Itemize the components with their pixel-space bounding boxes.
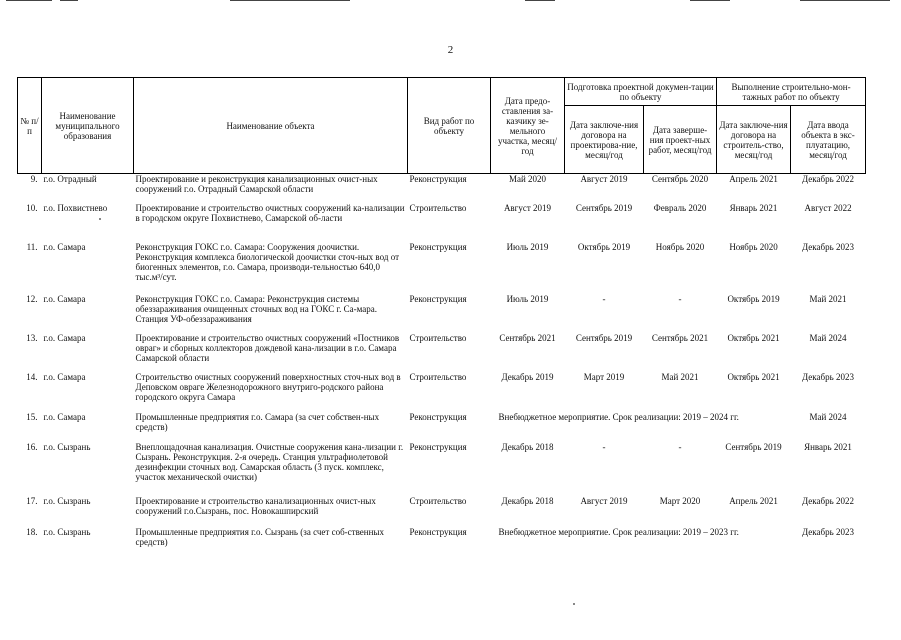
row-land-date: Декабрь 2018 bbox=[501, 495, 554, 506]
row-design-contract: Август 2019 bbox=[580, 174, 628, 184]
row-object: Реконструкция ГОКС г.о. Самара: Реконструкция системы обеззараживания очищенных сточных вод на ГОКС г. Са-мара. Станция УФ-обеззараживания bbox=[135, 293, 378, 324]
row-land-date: Май 2020 bbox=[508, 174, 547, 184]
row-design-done: Февраль 2020 bbox=[653, 202, 707, 213]
scan-edge-line bbox=[6, 0, 52, 1]
row-commission: Январь 2021 bbox=[804, 441, 852, 452]
row-municipality: г.о. Самара bbox=[43, 411, 86, 422]
row-no: 12. bbox=[26, 293, 38, 304]
row-build-contract: Октябрь 2021 bbox=[727, 371, 780, 382]
header-land-date: Дата предо-ставления за-казчику зе-мельного участка, месяц/год bbox=[491, 78, 565, 174]
row-land-date: Июль 2019 bbox=[506, 241, 549, 252]
row-commission: Декабрь 2023 bbox=[802, 241, 854, 252]
table-row bbox=[18, 527, 866, 555]
table-row bbox=[18, 174, 866, 203]
row-design-done: Сентябрь 2020 bbox=[651, 174, 709, 184]
row-municipality: г.о. Самара bbox=[43, 293, 86, 304]
row-no: 15. bbox=[26, 411, 38, 422]
row-extrabudget-note: Внебюджетное мероприятие. Срок реализации: 2019 – 2024 гг. bbox=[498, 411, 739, 422]
scan-edge-line bbox=[230, 0, 350, 1]
row-work-type: Строительство bbox=[409, 202, 467, 213]
row-land-date: Август 2019 bbox=[503, 202, 552, 213]
row-work-type: Строительство bbox=[409, 332, 467, 343]
row-land-date: Декабрь 2019 bbox=[501, 371, 554, 382]
row-design-contract: Октябрь 2019 bbox=[577, 241, 631, 252]
header-commission: Дата ввода объекта в экс-плуатацию, месяц/год bbox=[791, 106, 866, 174]
row-commission: Август 2022 bbox=[804, 202, 852, 213]
row-object: Внеплощадочная канализация. Очистные сооружения кана-лизации г. Сызрань. Реконструкция. 2-я очередь. Станция ультрафиолетовой дезинфекции сточных вод. Самарская область (3 пуск. комплекс, участок механической очистки) bbox=[135, 441, 404, 482]
row-object: Строительство очистных сооружений поверхностных сточ-ных вод в Деповском овраге Железнодорожного внутриго-родского района городского округа Самара bbox=[135, 371, 401, 402]
row-build-contract: Ноябрь 2020 bbox=[729, 241, 778, 252]
header-build-contract: Дата заключе-ния договора на строитель-ство, месяц/год bbox=[717, 106, 791, 174]
row-municipality: г.о. Похвистнево bbox=[43, 202, 108, 213]
row-no: 9. bbox=[30, 174, 38, 184]
row-commission: Май 2024 bbox=[809, 332, 847, 343]
row-no: 14. bbox=[26, 371, 38, 382]
row-work-type: Реконструкция bbox=[409, 174, 467, 184]
table-row bbox=[18, 203, 866, 242]
row-object: Промышленные предприятия г.о. Сызрань (за счет соб-ственных средств) bbox=[135, 526, 384, 547]
row-object: Проектирование и строительство очистных сооружений «Постников овраг» и сборных коллекторов дождевой кана-лизации в г.о. Самара Самарской области bbox=[135, 332, 400, 363]
row-no: 17. bbox=[26, 495, 38, 506]
row-municipality: г.о. Сызрань bbox=[43, 526, 91, 537]
row-municipality: г.о. Самара bbox=[43, 332, 86, 343]
row-municipality: г.о. Сызрань bbox=[43, 441, 91, 452]
row-municipality: г.о. Самара bbox=[43, 371, 86, 382]
row-design-contract: Сентябрь 2019 bbox=[575, 202, 633, 213]
row-design-done: - bbox=[678, 441, 682, 452]
row-build-contract: Октябрь 2019 bbox=[727, 293, 780, 304]
scan-speck bbox=[99, 218, 101, 220]
row-design-contract: - bbox=[602, 293, 606, 304]
row-design-done: - bbox=[678, 293, 682, 304]
row-object: Промышленные предприятия г.о. Самара (за счет собствен-ных средств) bbox=[135, 411, 380, 432]
table-body bbox=[18, 174, 866, 555]
row-design-contract: Март 2019 bbox=[583, 371, 625, 382]
table-row bbox=[18, 412, 866, 442]
row-extrabudget-note: Внебюджетное мероприятие. Срок реализации: 2019 – 2023 гг. bbox=[498, 526, 739, 537]
row-no: 11. bbox=[26, 241, 38, 252]
scan-edge-line bbox=[800, 0, 890, 1]
table-row bbox=[18, 294, 866, 333]
row-commission: Декабрь 2023 bbox=[802, 371, 854, 382]
row-work-type: Реконструкция bbox=[409, 441, 467, 452]
row-work-type: Реконструкция bbox=[409, 241, 467, 252]
row-commission: Май 2021 bbox=[809, 293, 847, 304]
row-work-type: Строительство bbox=[409, 371, 467, 382]
header-work-type: Вид работ по объекту bbox=[408, 78, 491, 174]
table-row bbox=[18, 333, 866, 372]
row-municipality: г.о. Отрадный bbox=[43, 174, 97, 184]
row-commission: Декабрь 2022 bbox=[802, 495, 854, 506]
table-row bbox=[18, 242, 866, 294]
row-commission: Декабрь 2022 bbox=[802, 174, 854, 184]
scan-edge-line bbox=[60, 0, 78, 1]
row-build-contract: Октябрь 2021 bbox=[727, 332, 780, 343]
page-number: 2 bbox=[447, 44, 454, 56]
row-build-contract: Январь 2021 bbox=[729, 202, 778, 213]
row-work-type: Реконструкция bbox=[409, 526, 467, 537]
row-land-date: Сентябрь 2021 bbox=[499, 332, 556, 343]
row-no: 16. bbox=[26, 441, 38, 452]
row-object: Проектирование и строительство канализационных очист-ных сооружений г.о.Сызрань, пос. Новокашпирский bbox=[135, 495, 376, 516]
row-design-contract: Сентябрь 2019 bbox=[575, 332, 633, 343]
row-object: Проектирование и реконструкция канализационных очист-ных сооружений г.о. Отрадный Самарской области bbox=[135, 174, 378, 194]
row-work-type: Реконструкция bbox=[409, 411, 467, 422]
table-row bbox=[18, 372, 866, 412]
objects-table bbox=[17, 77, 866, 555]
row-land-date: Июль 2019 bbox=[506, 293, 549, 304]
row-no: 18. bbox=[26, 526, 38, 537]
row-municipality: г.о. Самара bbox=[43, 241, 86, 252]
row-work-type: Реконструкция bbox=[409, 293, 467, 304]
scan-speck bbox=[573, 603, 575, 605]
header-no: № п/п bbox=[18, 78, 42, 174]
row-design-done: Сентябрь 2021 bbox=[651, 332, 709, 343]
row-build-contract: Апрель 2021 bbox=[729, 174, 778, 184]
table-header bbox=[18, 78, 866, 174]
row-object: Проектирование и строительство очистных сооружений ка-нализации в городском округе Похвистнево, Самарской об-ласти bbox=[135, 202, 405, 223]
table-row bbox=[18, 442, 866, 496]
row-design-contract: Август 2019 bbox=[580, 495, 628, 506]
scan-edge-line bbox=[690, 0, 730, 1]
row-design-done: Ноябрь 2020 bbox=[655, 241, 705, 252]
header-object: Наименование объекта bbox=[134, 78, 408, 174]
row-commission: Май 2024 bbox=[809, 411, 847, 422]
header-design-done: Дата заверше-ния проект-ных работ, месяц/год bbox=[644, 106, 717, 174]
row-build-contract: Сентябрь 2019 bbox=[725, 441, 782, 452]
header-design-group: Подготовка проектной докумен-тации по объекту bbox=[565, 78, 717, 106]
row-design-contract: - bbox=[602, 441, 606, 452]
scan-edge-line bbox=[525, 0, 555, 1]
row-design-done: Март 2020 bbox=[659, 495, 701, 506]
row-land-date: Декабрь 2018 bbox=[501, 441, 554, 452]
row-no: 13. bbox=[26, 332, 38, 343]
header-municipality: Наименование муниципального образования bbox=[42, 78, 134, 174]
row-commission: Декабрь 2023 bbox=[802, 526, 854, 537]
row-build-contract: Апрель 2021 bbox=[729, 495, 778, 506]
table-row bbox=[18, 496, 866, 527]
row-no: 10. bbox=[26, 202, 38, 213]
row-municipality: г.о. Сызрань bbox=[43, 495, 91, 506]
row-work-type: Строительство bbox=[409, 495, 467, 506]
header-build-group: Выполнение строительно-мон-тажных работ по объекту bbox=[717, 78, 866, 106]
header-design-contract: Дата заключе-ния договора на проектирова-ние, месяц/год bbox=[565, 106, 644, 174]
row-object: Реконструкция ГОКС г.о. Самара: Сооружения доочистки. Реконструкция комплекса биологической доочистки сточ-ных вод от биогенных элементов, г.о. Самара, производи-тельностью 640,0 тыс.м³/сут. bbox=[135, 241, 400, 282]
row-design-done: Май 2021 bbox=[661, 371, 699, 382]
